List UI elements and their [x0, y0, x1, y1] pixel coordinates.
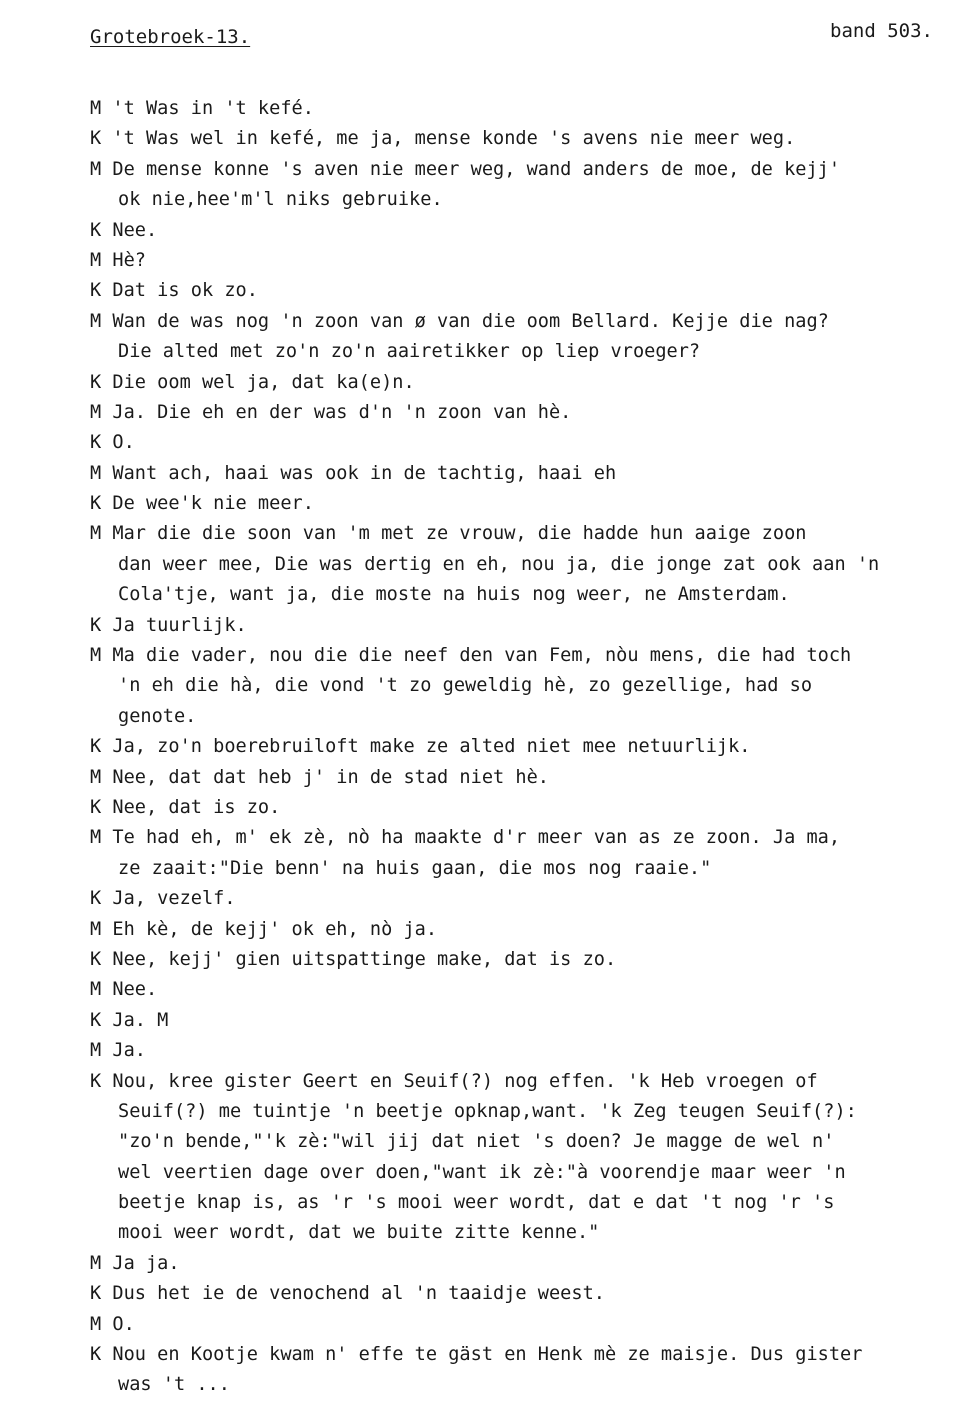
document-title: Grotebroek-13. [90, 26, 251, 48]
line-text: Ja. Die eh en der was d'n 'n zoon van hè. [112, 401, 572, 423]
transcript-line [90, 641, 960, 671]
transcript-line [90, 884, 960, 914]
line-text: 't Was wel in kefé, me ja, mense konde 's avens nie meer weg. [112, 128, 796, 150]
line-text: genote. [118, 705, 197, 727]
line-text: Eh kè, de kejj' ok eh, nò ja. [112, 918, 438, 940]
line-text: "zo'n bende,"'k zè:"wil jij dat niet 's doen? Je magge de wel n' [118, 1131, 835, 1153]
transcript-line [90, 1158, 960, 1188]
transcript-line [90, 1036, 960, 1066]
line-text: 't Was in 't kefé. [112, 98, 314, 119]
line-text: De mense konne 's aven nie meer weg, wand anders de moe, de kejj' [112, 158, 841, 180]
line-text: dan weer mee, Die was dertig en eh, nou ja, die jonge zat ook aan 'n [118, 553, 880, 575]
line-text: Ja ja. [112, 1252, 180, 1274]
transcript-line [90, 307, 960, 337]
speaker-label: K [90, 736, 102, 758]
transcript-line [90, 1370, 960, 1400]
speaker-label: K [90, 219, 102, 241]
line-text: Te had eh, m' ek zè, nò ha maakte d'r meer van as ze zoon. Ja ma, [112, 827, 841, 849]
line-text: ok nie,hee'm'l niks gebruike. [118, 189, 443, 211]
transcript-line [90, 337, 960, 367]
transcript-line [90, 945, 960, 975]
line-text: Nee, dat dat heb j' in de stad niet hè. [112, 766, 549, 788]
transcript-line [90, 368, 960, 398]
transcript-line [90, 1218, 960, 1248]
speaker-label: K [90, 493, 102, 515]
speaker-label: K [90, 432, 102, 454]
transcript-line [90, 975, 960, 1005]
transcript-line [90, 1188, 960, 1218]
transcript-line [90, 1006, 960, 1036]
line-text: Mar die die soon van 'm met ze vrouw, die hadde hun aaige zoon [112, 523, 807, 545]
speaker-label: K [90, 280, 102, 302]
line-text: Ma die vader, nou die die neef den van Fem, nòu mens, die had toch [112, 645, 852, 667]
line-text: Ja. [112, 1040, 146, 1062]
transcript-line [90, 398, 960, 428]
speaker-label: M [90, 1040, 102, 1062]
line-text: Nee, dat is zo. [112, 796, 281, 818]
transcript-line [90, 550, 960, 580]
line-text: Die oom wel ja, dat ka(e)n. [112, 371, 415, 393]
transcript-line [90, 246, 960, 276]
transcript-line [90, 428, 960, 458]
transcript-line [90, 1249, 960, 1279]
line-text: Cola'tje, want ja, die moste na huis nog weer, ne Amsterdam. [118, 584, 790, 606]
speaker-label: M [90, 249, 102, 271]
line-text: Seuif(?) me tuintje 'n beetje opknap,want. 'k Zeg teugen Seuif(?): [118, 1100, 857, 1122]
line-text: Nou, kree gister Geert en Seuif(?) nog effen. 'k Heb vroegen of [112, 1070, 818, 1092]
line-text: O. [112, 1313, 135, 1335]
speaker-label: K [90, 614, 102, 636]
transcript-line [90, 94, 960, 124]
line-text: 'n eh die hà, die vond 't zo geweldig hè, zo gezellige, had so [118, 675, 813, 697]
speaker-label: K [90, 796, 102, 818]
line-text: Ja, zo'n boerebruiloft make ze alted niet mee netuurlijk. [112, 736, 751, 758]
line-text: Nou en Kootje kwam n' effe te gäst en Henk mè ze maisje. Dus gister [112, 1344, 863, 1366]
speaker-label: M [90, 310, 102, 332]
transcript-line [90, 1340, 960, 1370]
line-text: was 't ... [118, 1374, 230, 1396]
transcript-line [90, 155, 960, 185]
transcript-line [90, 185, 960, 215]
transcript-line [90, 459, 960, 489]
transcript-line [90, 1067, 960, 1097]
transcript-line [90, 216, 960, 246]
line-text: Ja tuurlijk. [112, 614, 247, 636]
line-text: De wee'k nie meer. [112, 493, 314, 515]
line-text: Dus het ie de venochend al 'n taaidje weest. [112, 1283, 605, 1305]
line-text: Nee. [112, 979, 158, 1001]
transcript-line [90, 611, 960, 641]
transcript-line [90, 276, 960, 306]
line-text: Hè? [112, 249, 146, 271]
transcript-line [90, 915, 960, 945]
transcript-line [90, 1279, 960, 1309]
speaker-label: M [90, 523, 102, 545]
speaker-label: K [90, 948, 102, 970]
transcript-line [90, 124, 960, 154]
speaker-label: K [90, 1009, 102, 1031]
line-text: Want ach, haai was ook in de tachtig, haai eh [112, 462, 617, 484]
transcript-line [90, 1310, 960, 1340]
line-text: beetje knap is, as 'r 's mooi weer wordt, dat e dat 't nog 'r 's [118, 1192, 835, 1214]
line-text: Nee. [112, 219, 158, 241]
line-text: mooi weer wordt, dat we buite zitte kenne." [118, 1222, 600, 1244]
transcript-line [90, 793, 960, 823]
speaker-label: K [90, 1070, 102, 1092]
line-text: Nee, kejj' gien uitspattinge make, dat is zo. [112, 948, 617, 970]
speaker-label: K [90, 888, 102, 910]
line-text: wel veertien dage over doen,"want ik zè:"à voorendje maar weer 'n [118, 1161, 846, 1183]
speaker-label: K [90, 128, 102, 150]
speaker-label: K [90, 371, 102, 393]
transcript-line [90, 732, 960, 762]
speaker-label: M [90, 918, 102, 940]
transcript-line [90, 1097, 960, 1127]
speaker-label: M [90, 462, 102, 484]
transcript-line [90, 580, 960, 610]
transcript-line [90, 823, 960, 853]
transcript-line [90, 519, 960, 549]
line-text: ze zaait:"Die benn' na huis gaan, die mos nog raaie." [118, 857, 712, 879]
speaker-label: M [90, 645, 102, 667]
speaker-label: M [90, 98, 102, 119]
tape-number: band 503. [830, 20, 933, 42]
transcript-body [90, 94, 960, 1401]
speaker-label: M [90, 158, 102, 180]
line-text: Dat is ok zo. [112, 280, 258, 302]
line-text: O. [112, 432, 135, 454]
speaker-label: M [90, 766, 102, 788]
line-text: Ja, vezelf. [112, 888, 236, 910]
transcript-line [90, 489, 960, 519]
speaker-label: M [90, 979, 102, 1001]
speaker-label: M [90, 401, 102, 423]
speaker-label: K [90, 1344, 102, 1366]
transcript-line [90, 702, 960, 732]
line-text: Ja. M [112, 1009, 169, 1031]
speaker-label: M [90, 827, 102, 849]
speaker-label: M [90, 1313, 102, 1335]
transcript-line [90, 854, 960, 884]
speaker-label: M [90, 1252, 102, 1274]
speaker-label: K [90, 1283, 102, 1305]
transcript-line [90, 671, 960, 701]
transcript-line [90, 1127, 960, 1157]
line-text: Wan de was nog 'n zoon van ø van die oom Bellard. Kejje die nag? [112, 310, 829, 332]
transcript-line [90, 763, 960, 793]
line-text: Die alted met zo'n zo'n aairetikker op liep vroeger? [118, 341, 701, 363]
